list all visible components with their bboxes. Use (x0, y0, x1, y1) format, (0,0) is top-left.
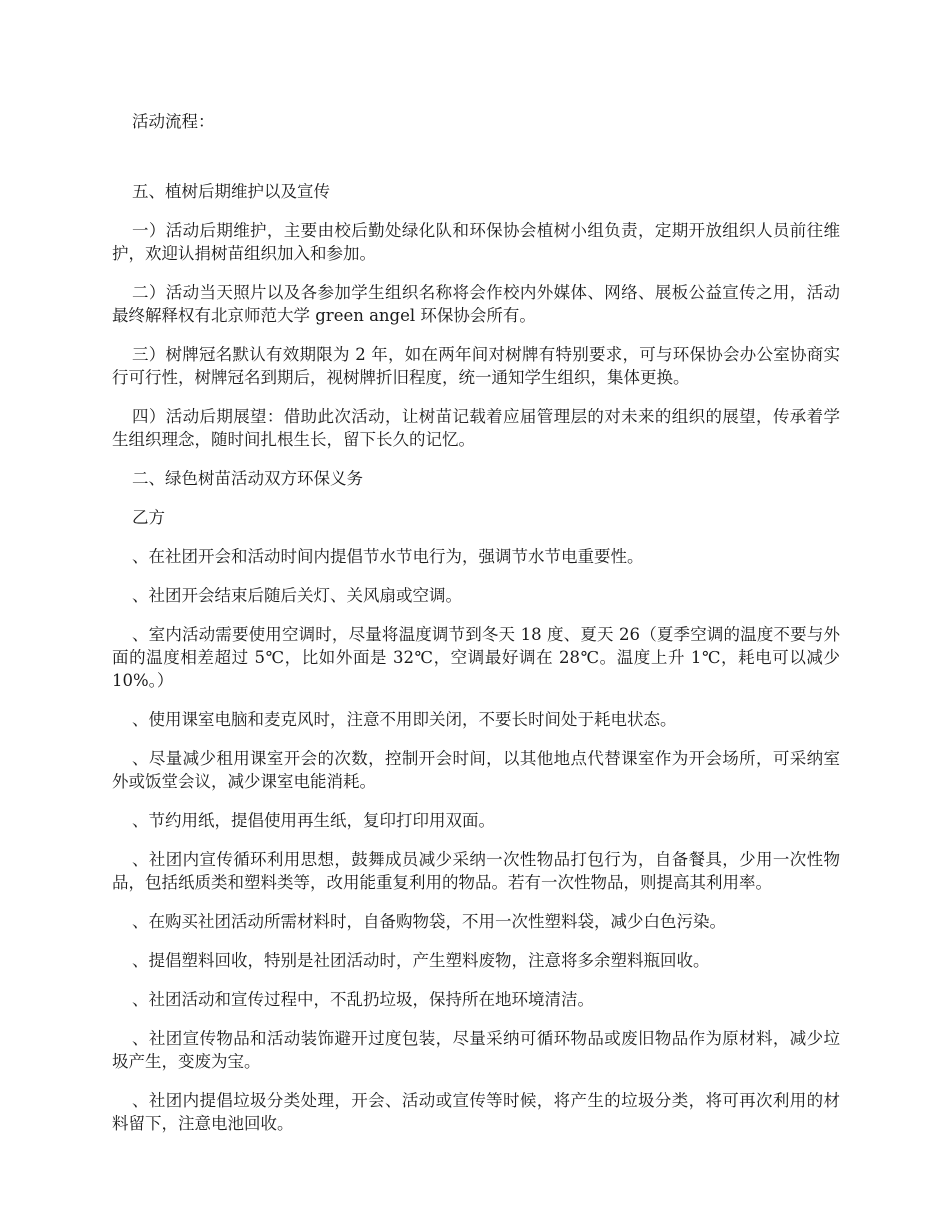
section5-item: 三）树牌冠名默认有效期限为 2 年，如在两年间对树牌有特别要求，可与环保协会办公室协商实行可行性，树牌冠名到期后，视树牌折旧程度，统一通知学生组织，集体更换。 (112, 345, 840, 387)
obligation-item: 、提倡塑料回收，特别是社团活动时，产生塑料废物，注意将多余塑料瓶回收。 (132, 951, 710, 970)
obligation-item: 、节约用纸，提倡使用再生纸，复印打印用双面。 (132, 811, 495, 830)
section2-title: 二、绿色树苗活动双方环保义务 (132, 469, 363, 488)
process-heading: 活动流程： (132, 112, 215, 131)
section5-title: 五、植树后期维护以及宣传 (132, 182, 330, 201)
party-b-label: 乙方 (132, 508, 165, 527)
obligation-item: 、室内活动需要使用空调时，尽量将温度调节到冬天 18 度、夏天 26（夏季空调的温度不要与外面的温度相差超过 5℃，比如外面是 32℃，空调最好调在 28℃。温度上升 1℃，耗电可以减少 10%。） (112, 625, 840, 690)
section5-item: 一）活动后期维护，主要由校后勤处绿化队和环保协会植树小组负责，定期开放组织人员前往维护，欢迎认捐树苗组织加入和参加。 (112, 221, 840, 263)
section5-item: 二）活动当天照片以及各参加学生组织名称将会作校内外媒体、网络、展板公益宣传之用，活动最终解释权有北京师范大学 green angel 环保协会所有。 (112, 283, 840, 325)
obligation-item: 、社团活动和宣传过程中，不乱扔垃圾，保持所在地环境清洁。 (132, 990, 594, 1009)
obligation-item: 、尽量减少租用课室开会的次数，控制开会时间，以其他地点代替课室作为开会场所，可采纳室外或饭堂会议，减少课室电能消耗。 (112, 749, 840, 791)
obligation-item: 、使用课室电脑和麦克风时，注意不用即关闭，不要长时间处于耗电状态。 (132, 710, 677, 729)
obligation-item: 、社团内提倡垃圾分类处理，开会、活动或宣传等时候，将产生的垃圾分类，将可再次利用的材料留下，注意电池回收。 (112, 1091, 840, 1133)
section5-item: 四）活动后期展望：借助此次活动，让树苗记载着应届管理层的对未来的组织的展望，传承着学生组织理念，随时间扎根生长，留下长久的记忆。 (112, 407, 840, 449)
obligation-item: 、在社团开会和活动时间内提倡节水节电行为，强调节水节电重要性。 (132, 547, 644, 566)
obligation-item: 、社团内宣传循环利用思想，鼓舞成员减少采纳一次性物品打包行为，自备餐具，少用一次性物品，包括纸质类和塑料类等，改用能重复利用的物品。若有一次性物品，则提高其利用率。 (112, 850, 840, 892)
document-page (112, 110, 840, 1151)
obligation-item: 、社团宣传物品和活动装饰避开过度包装，尽量采纳可循环物品或废旧物品作为原材料，减少垃圾产生，变废为宝。 (112, 1029, 840, 1071)
obligation-item: 、在购买社团活动所需材料时，自备购物袋，不用一次性塑料袋，减少白色污染。 (132, 912, 726, 931)
obligation-item: 、社团开会结束后随后关灯、关风扇或空调。 (132, 586, 462, 605)
